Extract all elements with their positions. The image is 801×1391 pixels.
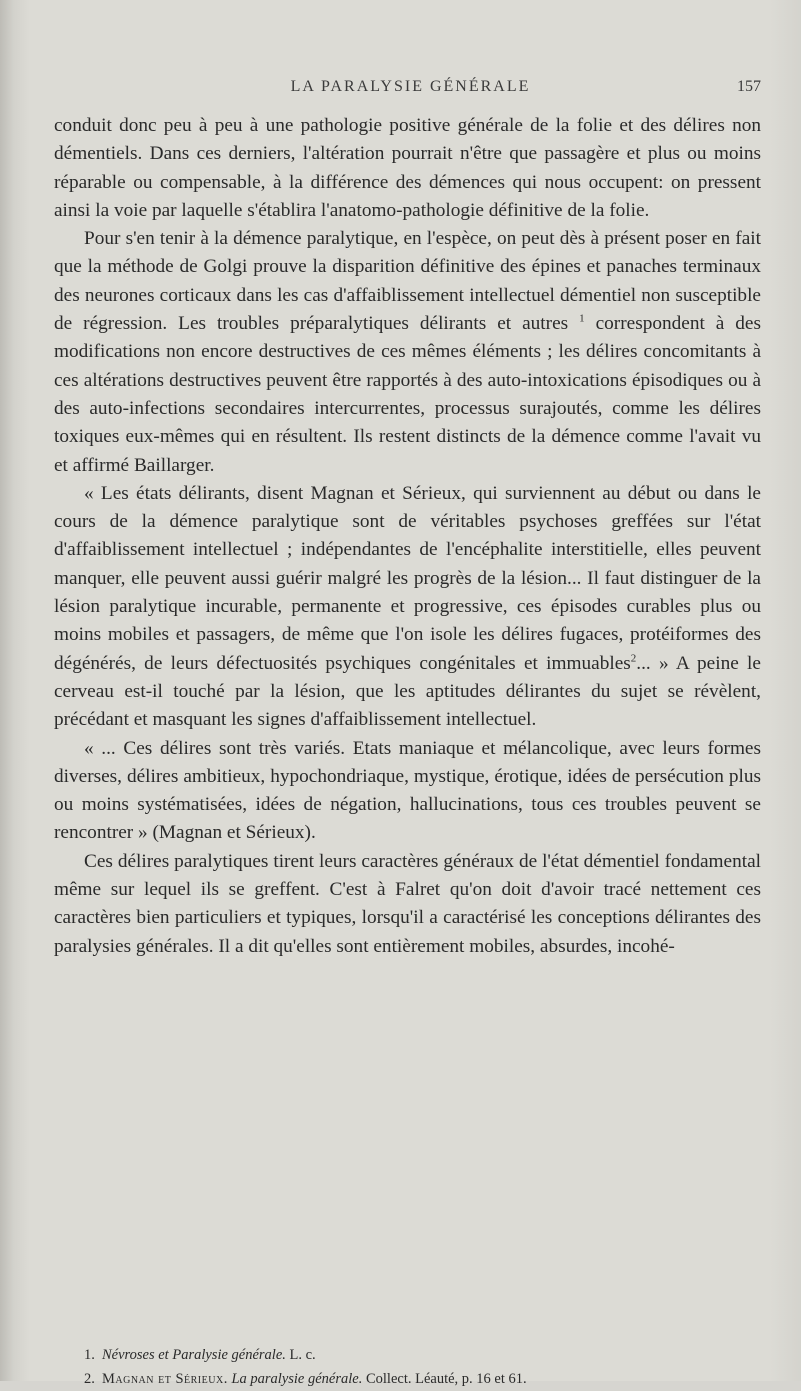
page-number: 157 (737, 78, 761, 95)
footnote-authors: Magnan et Sérieux. (102, 1371, 228, 1387)
paragraph: « Les états délirants, disent Magnan et Sérieux, qui surviennent au début ou dans le cours de la démence paralytique sont de véritables psychoses greffées sur l'état d'affaiblissement intellectuel ; indépendantes de l'encéphalite interstitielle, elles peuvent manquer, elle peuvent aussi guérir malgré les progrès de la lésion... Il faut distinguer de la lésion paralytique incurable, permanente et progressive, ces épisodes curables plus ou moins mobiles et passagers, de même que l'on isole les délires fugaces, protéiformes des dégénérés, de leurs défectuosités psychiques congénitales et immuables$^2$... » A peine le cerveau est-il touché par la lésion, que les aptitudes délirantes du sujet se révèlent, précédant et masquant les signes d'affaiblissement intellectuel. (54, 482, 761, 731)
footnote: 2. Magnan et Sérieux. La paralysie générale. Collect. Léauté, p. 16 et 61. (84, 1367, 764, 1391)
paragraph: « ... Ces délires sont très variés. Etats maniaque et mélancolique, avec leurs formes diverses, délires ambitieux, hypochondriaque, mystique, érotique, idées de persécution plus ou moins systématisées, idées de négation, hallucinations, tous ces troubles peuvent se rencontrer » (Magnan et Sérieux). (54, 737, 761, 844)
body-text (54, 112, 761, 961)
footnotes (84, 1343, 764, 1391)
paragraph: Ces délires paralytiques tirent leurs caractères généraux de l'état démentiel fondamental même sur lequel ils se greffent. C'est à Falret qu'on doit d'avoir tracé nettement ces caractères bien particuliers et typiques, lorsqu'il a caractérisé les conceptions délirantes des paralysies générales. Il a dit qu'elles sont entièrement mobiles, absurdes, incohé- (54, 850, 761, 957)
footnote-ref[interactable]: 1 (579, 312, 585, 325)
page-header (60, 78, 761, 102)
footnote-ref[interactable]: 2 (630, 652, 637, 665)
footnote-number: 1. (84, 1347, 95, 1363)
footnote-title: Névroses et Paralysie générale. (102, 1347, 286, 1363)
footnote-number: 2. (84, 1371, 95, 1387)
footnote: 1. Névroses et Paralysie générale. L. c. (84, 1343, 764, 1367)
running-title: LA PARALYSIE GÉNÉRALE (290, 78, 531, 95)
paragraph: Pour s'en tenir à la démence paralytique, en l'espèce, on peut dès à présent poser en fait que la méthode de Golgi prouve la disparition définitive des épines et panaches terminaux des neurones corticaux dans les cas d'affaiblissement intellectuel démentiel non susceptible de régression. Les troubles préparalytiques délirants et autres $^1$ correspondent à des modifications non encore destructives de ces mêmes éléments ; les délires concomitants à ces altérations destructives peuvent être rapportés à des auto-intoxications épisodiques ou à des auto-infections secondaires intercurrentes, processus surajoutés, comme les délires toxiques eux-mêmes qui en résultent. Ils restent distincts de la démence comme l'avait vu et affirmé Baillarger. (54, 228, 761, 476)
footnote-title: La paralysie générale. (231, 1371, 363, 1387)
paragraph: conduit donc peu à peu à une pathologie positive générale de la folie et des délires non démentiels. Dans ces derniers, l'altération pourrait n'être que passagère et plus ou moins réparable ou compensable, à la différence des démences qui nous occupent: on pressent ainsi la voie par laquelle s'établira l'anatomo-pathologie définitive de la folie. (54, 115, 761, 221)
